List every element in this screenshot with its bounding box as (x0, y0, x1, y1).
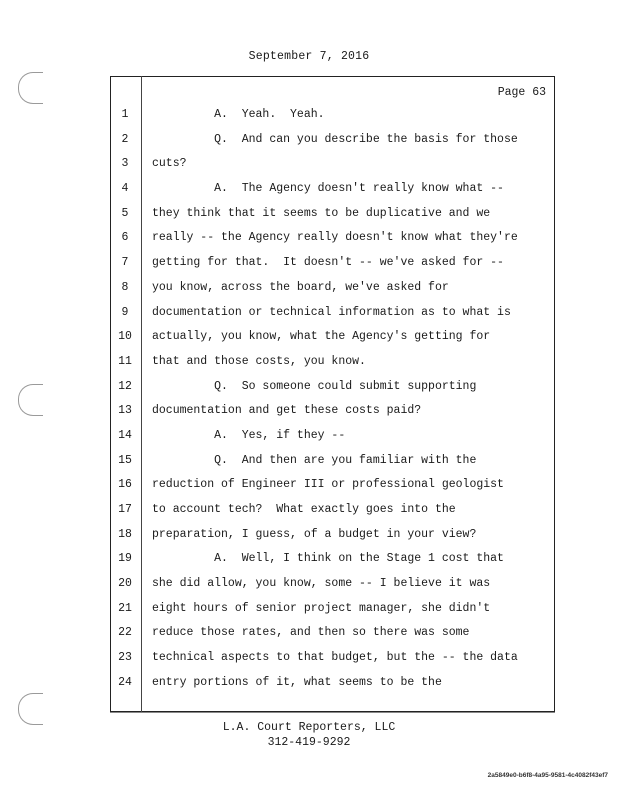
transcript-line (110, 549, 553, 574)
line-number: 8 (121, 280, 129, 294)
line-text: reduction of Engineer III or professional geologist (152, 478, 504, 492)
transcript-line (110, 154, 553, 179)
reporter-phone: 312-419-9292 (267, 736, 351, 749)
transcript-lines (110, 105, 553, 698)
line-text: that and those costs, you know. (152, 354, 366, 368)
line-text: reduce those rates, and then so there was some (152, 626, 470, 640)
punch-hole-middle (18, 384, 43, 416)
line-text: documentation or technical information as to what is (152, 305, 511, 319)
line-number: 3 (121, 157, 129, 171)
line-number: 4 (121, 182, 129, 196)
line-number: 5 (121, 206, 129, 220)
transcript-line (110, 401, 553, 426)
line-number: 15 (118, 453, 132, 467)
line-text: she did allow, you know, some -- I believe it was (152, 577, 491, 591)
reporter-name: L.A. Court Reporters, LLC (222, 721, 396, 734)
document-id: 2a5849e0-b6f8-4a95-9581-4c4082f43ef7 (487, 772, 608, 779)
line-number: 22 (118, 626, 132, 640)
transcript-line (110, 525, 553, 550)
transcript-line (110, 648, 553, 673)
transcript-line (110, 475, 553, 500)
transcript-line (110, 352, 553, 377)
page-number: Page 63 (497, 86, 546, 99)
line-number: 19 (118, 552, 132, 566)
line-text: documentation and get these costs paid? (152, 404, 422, 418)
transcript-line (110, 574, 553, 599)
transcript-line (110, 130, 553, 155)
transcript-line (110, 179, 553, 204)
transcript-line (110, 278, 553, 303)
line-text: you know, across the board, we've asked for (152, 280, 449, 294)
line-text: A. Yes, if they -- (152, 428, 346, 442)
line-number: 18 (118, 527, 132, 541)
date-header: September 7, 2016 (248, 50, 370, 63)
transcript-line (110, 228, 553, 253)
punch-hole-top (18, 72, 43, 104)
line-text: cuts? (152, 157, 187, 171)
line-text: Q. And can you describe the basis for those (152, 132, 518, 146)
line-number: 1 (121, 108, 129, 121)
line-text: Q. And then are you familiar with the (152, 453, 477, 467)
line-text: A. Yeah. Yeah. (152, 108, 325, 121)
line-text: A. The Agency doesn't really know what -- (152, 182, 504, 196)
line-text: to account tech? What exactly goes into the (152, 503, 456, 516)
transcript-line (110, 377, 553, 402)
line-number: 17 (118, 503, 132, 516)
line-number: 13 (118, 404, 132, 418)
reporter-footer (0, 720, 618, 750)
transcript-line (110, 673, 553, 698)
line-text: technical aspects to that budget, but the -- the data (152, 651, 518, 665)
line-number: 20 (118, 577, 132, 591)
transcript-line (110, 426, 553, 451)
line-number: 9 (121, 305, 129, 319)
line-text: they think that it seems to be duplicative and we (152, 206, 491, 220)
line-number: 2 (121, 132, 129, 146)
transcript-line (110, 599, 553, 624)
line-number: 21 (118, 601, 132, 615)
line-number: 16 (118, 478, 132, 492)
transcript-line (110, 204, 553, 229)
transcript-line (110, 105, 553, 130)
line-number: 12 (118, 379, 132, 393)
line-text: actually, you know, what the Agency's getting for (152, 330, 491, 344)
transcript-line (110, 303, 553, 328)
line-text: entry portions of it, what seems to be the (152, 675, 442, 689)
transcript-line (110, 451, 553, 476)
transcript-line (110, 253, 553, 278)
line-number: 11 (118, 354, 132, 368)
line-number: 23 (118, 651, 132, 665)
line-text: eight hours of senior project manager, she didn't (152, 601, 491, 615)
line-number: 14 (118, 428, 132, 442)
line-number: 7 (121, 256, 129, 270)
box-bottom-shadow (110, 712, 555, 713)
line-text: preparation, I guess, of a budget in your view? (152, 527, 477, 541)
line-number: 10 (118, 330, 132, 344)
line-text: A. Well, I think on the Stage 1 cost that (152, 552, 504, 566)
line-text: Q. So someone could submit supporting (152, 379, 477, 393)
transcript-line (110, 500, 553, 525)
line-text: getting for that. It doesn't -- we've asked for -- (152, 256, 504, 270)
transcript-line (110, 327, 553, 352)
transcript-line (110, 623, 553, 648)
line-number: 6 (121, 231, 129, 245)
line-text: really -- the Agency really doesn't know what they're (152, 231, 518, 245)
line-number: 24 (118, 675, 132, 689)
